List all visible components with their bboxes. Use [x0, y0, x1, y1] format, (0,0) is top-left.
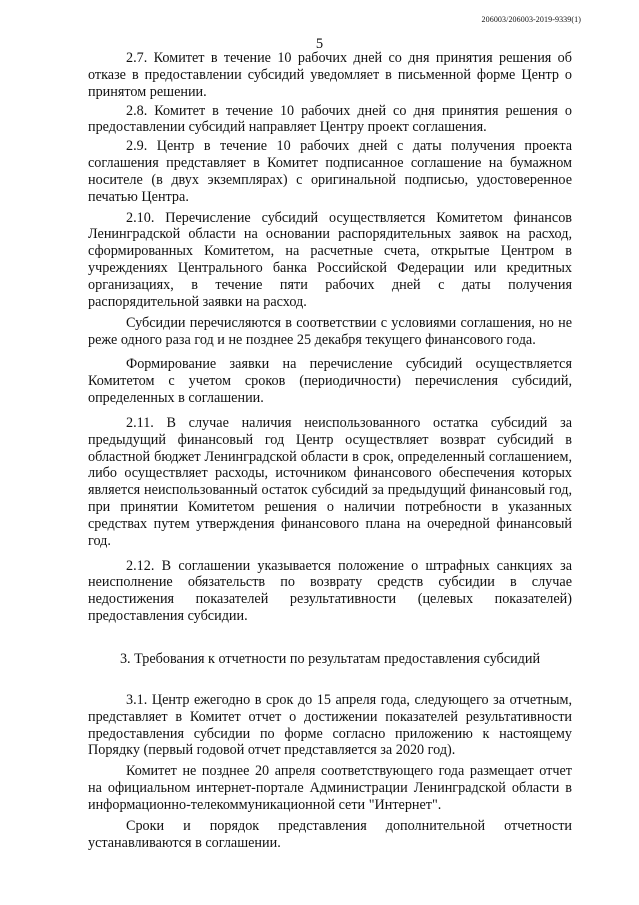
paragraph-3-1: 3.1. Центр ежегодно в срок до 15 апреля года, следующего за отчетным, представляет в Комитет отчет о достижении показателей результативности предоставления субсидии по форме согласно приложению к настоящему Порядку (первый годовой отчет представляется за 2020 год).: [88, 691, 572, 759]
paragraph-2-10: 2.10. Перечисление субсидий осуществляется Комитетом финансов Ленинградской области на основании распорядительных заявок на расход, сформированных Комитетом, на расчетные счета, открытые Центром в учреждениях Центрального банка Российской Федерации или кредитных организациях, в течение пяти рабочих дней с даты получения распорядительной заявки на расход.: [88, 209, 572, 310]
paragraph-2-7: 2.7. Комитет в течение 10 рабочих дней со дня принятия решения об отказе в предоставлении субсидий уведомляет в письменной форме Центр о принятом решении.: [88, 50, 572, 100]
paragraph-3-1-additional-reporting: Сроки и порядок представления дополнительной отчетности устанавливаются в соглашении.: [88, 817, 572, 851]
paragraph-2-12: 2.12. В соглашении указывается положение о штрафных санкциях за неисполнение обязательств по возврату средств субсидии в случае недостижения показателей результативности (целевых показателей) предоставления субсидии.: [88, 557, 572, 625]
paragraph-2-8: 2.8. Комитет в течение 10 рабочих дней со дня принятия решения о предоставлении субсидий направляет Центру проект соглашения.: [88, 102, 572, 136]
page-number: 5: [315, 36, 324, 52]
paragraph-2-10-request-formation: Формирование заявки на перечисление субсидий осуществляется Комитетом с учетом сроков (периодичности) перечисления субсидий, определенных в соглашении.: [88, 356, 572, 407]
paragraph-2-11: 2.11. В случае наличия неиспользованного остатка субсидий за предыдущий финансовый год Центр осуществляет возврат субсидий в областной бюджет Ленинградской области в срок, определенный соглашением, либо осуществляет расходы, источником финансового обеспечения которых является неиспользованный остаток субсидий за предыдущий финансовый год, при принятии Комитетом решения о наличии потребности в указанных средствах путем утверждения финансового плана на очередной финансовый год.: [88, 414, 572, 549]
document-body: [88, 50, 572, 851]
paragraph-2-10-transfer-terms: Субсидии перечисляются в соответствии с условиями соглашения, но не реже одного раза год и не позднее 25 декабря текущего финансового года.: [88, 314, 572, 348]
document-registration-number: 206003/206003-2019-9339(1): [481, 15, 581, 24]
paragraph-2-9: 2.9. Центр в течение 10 рабочих дней с даты получения проекта соглашения представляет в Комитет подписанное соглашение на бумажном носителе (в двух экземплярах) с оригинальной подписью, удостоверенное печатью Центра.: [88, 138, 572, 205]
section-3-heading: 3. Требования к отчетности по результатам предоставления субсидий: [119, 651, 541, 667]
paragraph-3-1-publication: Комитет не позднее 20 апреля соответствующего года размещает отчет на официальном интернет-портале Администрации Ленинградской области в информационно-телекоммуникационной сети "Интернет".: [88, 763, 572, 813]
